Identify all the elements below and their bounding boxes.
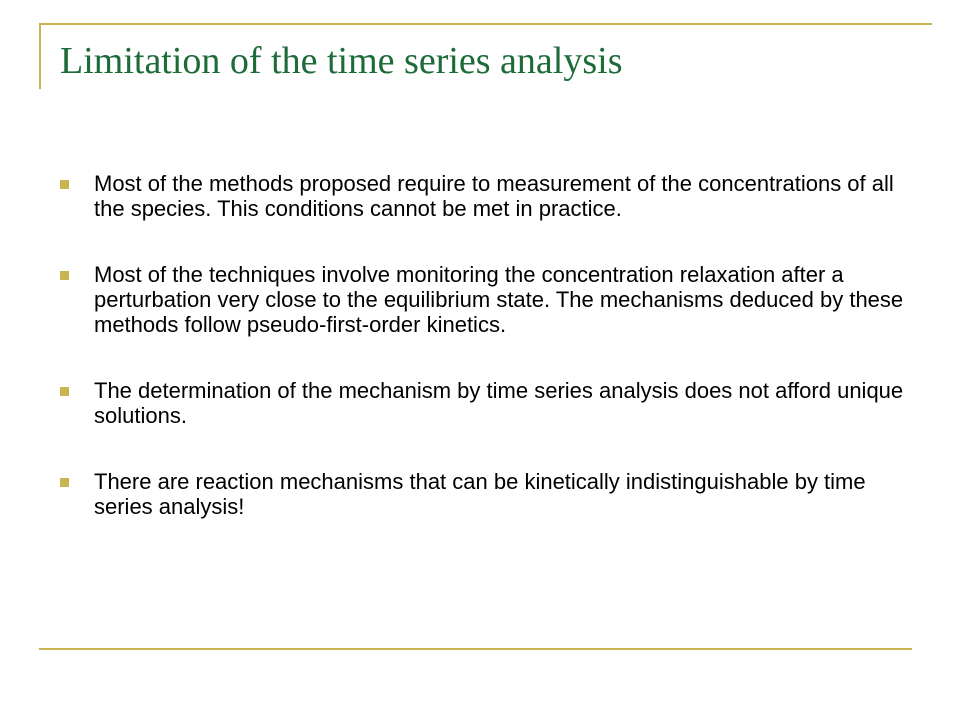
bullet-text: Most of the techniques involve monitoring the concentration relaxation after a perturbation very close to the equilibrium state. The mechanisms deduced by these methods follow pseudo-first-order kinetics. bbox=[94, 262, 904, 337]
bullet-item bbox=[60, 469, 910, 519]
square-bullet-icon bbox=[60, 387, 69, 396]
bullet-item bbox=[60, 262, 910, 337]
bullet-text: The determination of the mechanism by time series analysis does not afford unique solutions. bbox=[94, 378, 904, 428]
bullet-text: There are reaction mechanisms that can be kinetically indistinguishable by time series analysis! bbox=[94, 469, 866, 519]
square-bullet-icon bbox=[60, 180, 69, 189]
bullet-text: Most of the methods proposed require to measurement of the concentrations of all the species. This conditions cannot be met in practice. bbox=[94, 171, 894, 221]
square-bullet-icon bbox=[60, 271, 69, 280]
slide-title: Limitation of the time series analysis bbox=[60, 40, 623, 82]
bullet-item bbox=[60, 378, 910, 428]
bottom-rule bbox=[39, 648, 912, 650]
square-bullet-icon bbox=[60, 478, 69, 487]
bullet-list bbox=[60, 171, 910, 560]
left-rule bbox=[39, 23, 41, 89]
top-rule bbox=[39, 23, 932, 25]
bullet-item bbox=[60, 171, 910, 221]
